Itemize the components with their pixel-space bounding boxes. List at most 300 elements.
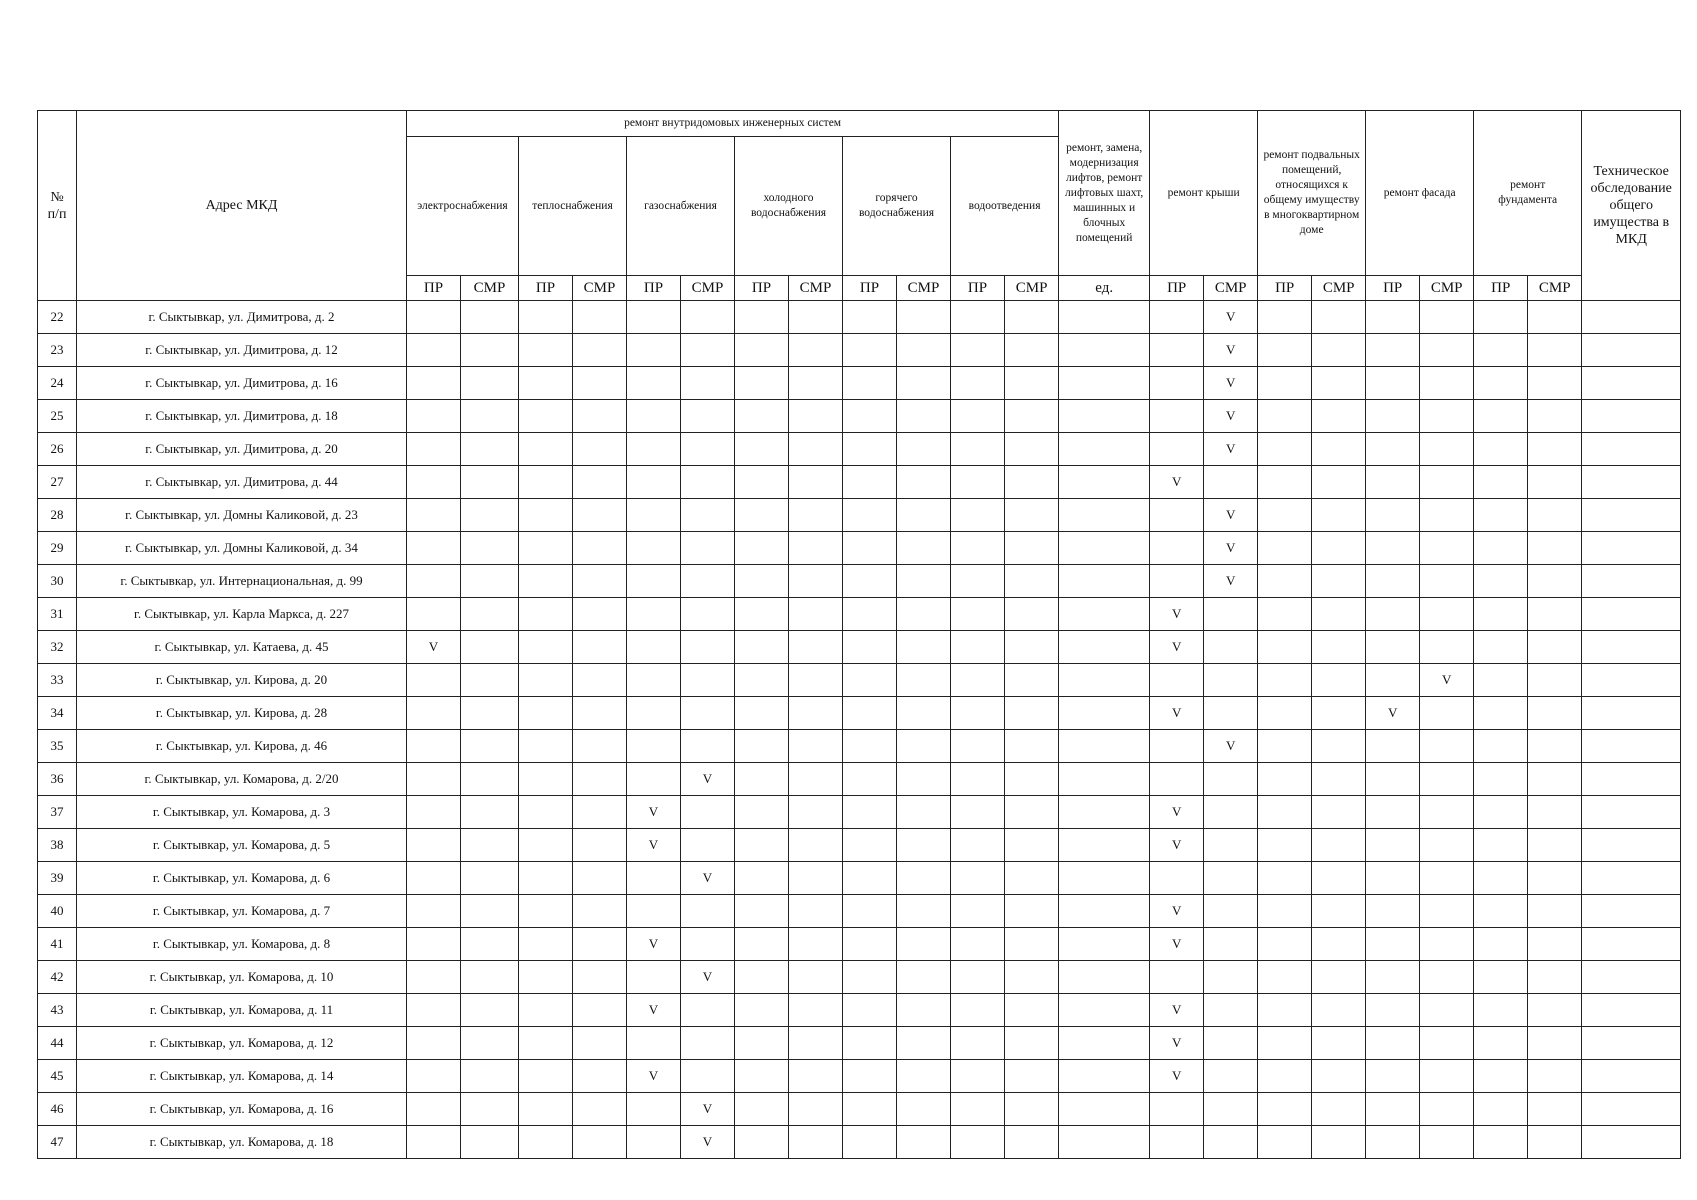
cell-roof-smr: V bbox=[1204, 334, 1258, 367]
cell-lift bbox=[1059, 367, 1150, 400]
cell-found-pr bbox=[1474, 499, 1528, 532]
cell-lift bbox=[1059, 664, 1150, 697]
system-header-heat: теплоснабжения bbox=[519, 137, 627, 276]
cell-facade-pr bbox=[1366, 763, 1420, 796]
cell-roof-smr: V bbox=[1204, 499, 1258, 532]
cell-hot-smr bbox=[897, 400, 951, 433]
cell-heat-pr bbox=[519, 763, 573, 796]
cell-cold-pr bbox=[735, 730, 789, 763]
cell-roof-pr: V bbox=[1150, 895, 1204, 928]
cell-facade-pr bbox=[1366, 1060, 1420, 1093]
cell-drain-pr bbox=[951, 499, 1005, 532]
system-header-cold-water: холодного водоснабжения bbox=[735, 137, 843, 276]
cell-roof-smr bbox=[1204, 466, 1258, 499]
cell-survey bbox=[1582, 532, 1681, 565]
row-number: 35 bbox=[38, 730, 77, 763]
cell-cold-pr bbox=[735, 433, 789, 466]
cell-heat-smr bbox=[573, 466, 627, 499]
cell-heat-pr bbox=[519, 928, 573, 961]
table-row bbox=[38, 862, 1681, 895]
cell-survey bbox=[1582, 1027, 1681, 1060]
cell-found-smr bbox=[1528, 301, 1582, 334]
row-address: г. Сыктывкар, ул. Комарова, д. 8 bbox=[77, 928, 407, 961]
table-row bbox=[38, 1126, 1681, 1159]
cell-facade-pr bbox=[1366, 829, 1420, 862]
basement-header: ремонт подвальных помещений, относящихся к общему имуществу в многоквартирном доме bbox=[1258, 111, 1366, 276]
row-address: г. Сыктывкар, ул. Комарова, д. 7 bbox=[77, 895, 407, 928]
cell-gas-pr bbox=[627, 334, 681, 367]
cell-found-pr bbox=[1474, 400, 1528, 433]
cell-roof-pr bbox=[1150, 334, 1204, 367]
cell-found-pr bbox=[1474, 367, 1528, 400]
cell-found-smr bbox=[1528, 631, 1582, 664]
table-row bbox=[38, 433, 1681, 466]
cell-facade-pr bbox=[1366, 598, 1420, 631]
row-number: 31 bbox=[38, 598, 77, 631]
cell-roof-smr: V bbox=[1204, 565, 1258, 598]
cell-heat-pr bbox=[519, 697, 573, 730]
cell-roof-pr bbox=[1150, 961, 1204, 994]
table-row bbox=[38, 961, 1681, 994]
cell-gas-smr bbox=[681, 697, 735, 730]
cell-survey bbox=[1582, 994, 1681, 1027]
cell-lift bbox=[1059, 994, 1150, 1027]
cell-heat-smr bbox=[573, 301, 627, 334]
row-address: г. Сыктывкар, ул. Кирова, д. 46 bbox=[77, 730, 407, 763]
cell-survey bbox=[1582, 895, 1681, 928]
sub-header-pr: ПР bbox=[1474, 276, 1528, 301]
cell-hot-smr bbox=[897, 763, 951, 796]
cell-found-pr bbox=[1474, 961, 1528, 994]
table-row bbox=[38, 1060, 1681, 1093]
cell-base-pr bbox=[1258, 664, 1312, 697]
cell-found-pr bbox=[1474, 301, 1528, 334]
cell-heat-pr bbox=[519, 631, 573, 664]
cell-heat-smr bbox=[573, 1060, 627, 1093]
cell-heat-smr bbox=[573, 862, 627, 895]
cell-hot-pr bbox=[843, 565, 897, 598]
cell-drain-pr bbox=[951, 532, 1005, 565]
cell-survey bbox=[1582, 1060, 1681, 1093]
cell-hot-pr bbox=[843, 433, 897, 466]
col-number-header: № п/п bbox=[38, 111, 77, 301]
cell-gas-pr bbox=[627, 1126, 681, 1159]
cell-cold-smr bbox=[789, 796, 843, 829]
cell-roof-smr bbox=[1204, 1093, 1258, 1126]
cell-facade-smr bbox=[1420, 565, 1474, 598]
cell-hot-smr bbox=[897, 697, 951, 730]
cell-drain-smr bbox=[1005, 928, 1059, 961]
row-address: г. Сыктывкар, ул. Домны Каликовой, д. 23 bbox=[77, 499, 407, 532]
cell-gas-smr bbox=[681, 1027, 735, 1060]
cell-el-smr bbox=[461, 433, 519, 466]
cell-hot-pr bbox=[843, 862, 897, 895]
cell-found-pr bbox=[1474, 895, 1528, 928]
cell-drain-smr bbox=[1005, 499, 1059, 532]
cell-base-pr bbox=[1258, 928, 1312, 961]
cell-survey bbox=[1582, 598, 1681, 631]
cell-heat-pr bbox=[519, 1126, 573, 1159]
cell-el-pr bbox=[407, 796, 461, 829]
cell-gas-pr bbox=[627, 730, 681, 763]
cell-gas-smr bbox=[681, 598, 735, 631]
cell-cold-smr bbox=[789, 532, 843, 565]
cell-found-pr bbox=[1474, 1126, 1528, 1159]
row-address: г. Сыктывкар, ул. Комарова, д. 16 bbox=[77, 1093, 407, 1126]
cell-facade-smr bbox=[1420, 829, 1474, 862]
cell-cold-pr bbox=[735, 961, 789, 994]
cell-heat-pr bbox=[519, 796, 573, 829]
cell-el-pr bbox=[407, 829, 461, 862]
cell-roof-pr bbox=[1150, 433, 1204, 466]
cell-gas-smr bbox=[681, 433, 735, 466]
cell-el-pr bbox=[407, 895, 461, 928]
cell-survey bbox=[1582, 367, 1681, 400]
cell-base-pr bbox=[1258, 763, 1312, 796]
cell-drain-pr bbox=[951, 367, 1005, 400]
cell-drain-smr bbox=[1005, 532, 1059, 565]
cell-found-smr bbox=[1528, 928, 1582, 961]
cell-roof-pr: V bbox=[1150, 697, 1204, 730]
cell-cold-pr bbox=[735, 532, 789, 565]
cell-el-pr bbox=[407, 862, 461, 895]
cell-hot-smr bbox=[897, 499, 951, 532]
cell-heat-smr bbox=[573, 334, 627, 367]
cell-found-pr bbox=[1474, 664, 1528, 697]
cell-base-smr bbox=[1312, 466, 1366, 499]
cell-drain-smr bbox=[1005, 1093, 1059, 1126]
cell-el-pr bbox=[407, 532, 461, 565]
cell-roof-pr bbox=[1150, 862, 1204, 895]
cell-found-pr bbox=[1474, 466, 1528, 499]
cell-base-smr bbox=[1312, 631, 1366, 664]
cell-base-pr bbox=[1258, 433, 1312, 466]
cell-heat-smr bbox=[573, 1093, 627, 1126]
cell-gas-smr bbox=[681, 631, 735, 664]
cell-hot-pr bbox=[843, 532, 897, 565]
cell-el-pr bbox=[407, 1093, 461, 1126]
cell-hot-pr bbox=[843, 1093, 897, 1126]
sub-header-smr: СМР bbox=[573, 276, 627, 301]
cell-drain-smr bbox=[1005, 334, 1059, 367]
cell-el-smr bbox=[461, 1027, 519, 1060]
table-row bbox=[38, 301, 1681, 334]
cell-cold-smr bbox=[789, 400, 843, 433]
cell-base-smr bbox=[1312, 367, 1366, 400]
cell-gas-pr bbox=[627, 565, 681, 598]
cell-survey bbox=[1582, 664, 1681, 697]
cell-heat-pr bbox=[519, 895, 573, 928]
cell-gas-pr bbox=[627, 499, 681, 532]
cell-el-pr: V bbox=[407, 631, 461, 664]
cell-gas-smr bbox=[681, 1060, 735, 1093]
cell-hot-pr bbox=[843, 631, 897, 664]
cell-gas-pr bbox=[627, 466, 681, 499]
cell-base-pr bbox=[1258, 301, 1312, 334]
cell-gas-pr bbox=[627, 664, 681, 697]
cell-found-smr bbox=[1528, 400, 1582, 433]
cell-heat-smr bbox=[573, 1027, 627, 1060]
cell-el-smr bbox=[461, 367, 519, 400]
cell-hot-smr bbox=[897, 1027, 951, 1060]
cell-base-smr bbox=[1312, 862, 1366, 895]
cell-base-pr bbox=[1258, 730, 1312, 763]
cell-lift bbox=[1059, 631, 1150, 664]
cell-roof-pr bbox=[1150, 1126, 1204, 1159]
cell-drain-smr bbox=[1005, 994, 1059, 1027]
cell-el-smr bbox=[461, 928, 519, 961]
repair-schedule-table bbox=[37, 110, 1681, 1159]
cell-facade-smr bbox=[1420, 1093, 1474, 1126]
cell-el-smr bbox=[461, 301, 519, 334]
cell-roof-smr bbox=[1204, 1060, 1258, 1093]
cell-base-pr bbox=[1258, 334, 1312, 367]
cell-el-smr bbox=[461, 796, 519, 829]
cell-gas-pr bbox=[627, 895, 681, 928]
row-address: г. Сыктывкар, ул. Комарова, д. 6 bbox=[77, 862, 407, 895]
cell-survey bbox=[1582, 1093, 1681, 1126]
foundation-header: ремонт фундамента bbox=[1474, 111, 1582, 276]
cell-gas-smr bbox=[681, 499, 735, 532]
cell-facade-smr bbox=[1420, 367, 1474, 400]
cell-facade-smr bbox=[1420, 499, 1474, 532]
cell-heat-pr bbox=[519, 1060, 573, 1093]
cell-heat-pr bbox=[519, 466, 573, 499]
row-number: 24 bbox=[38, 367, 77, 400]
cell-survey bbox=[1582, 433, 1681, 466]
cell-base-pr bbox=[1258, 1093, 1312, 1126]
cell-drain-pr bbox=[951, 565, 1005, 598]
cell-gas-smr bbox=[681, 829, 735, 862]
cell-base-smr bbox=[1312, 697, 1366, 730]
cell-cold-smr bbox=[789, 763, 843, 796]
cell-roof-pr bbox=[1150, 499, 1204, 532]
cell-cold-pr bbox=[735, 928, 789, 961]
cell-hot-smr bbox=[897, 1093, 951, 1126]
cell-hot-pr bbox=[843, 961, 897, 994]
cell-heat-smr bbox=[573, 829, 627, 862]
row-address: г. Сыктывкар, ул. Интернациональная, д. 99 bbox=[77, 565, 407, 598]
cell-hot-pr bbox=[843, 400, 897, 433]
cell-found-pr bbox=[1474, 994, 1528, 1027]
cell-base-pr bbox=[1258, 961, 1312, 994]
cell-found-smr bbox=[1528, 334, 1582, 367]
row-address: г. Сыктывкар, ул. Димитрова, д. 12 bbox=[77, 334, 407, 367]
cell-hot-pr bbox=[843, 1126, 897, 1159]
sub-header-smr: СМР bbox=[1005, 276, 1059, 301]
sub-header-pr: ПР bbox=[951, 276, 1005, 301]
cell-el-smr bbox=[461, 1060, 519, 1093]
row-address: г. Сыктывкар, ул. Комарова, д. 2/20 bbox=[77, 763, 407, 796]
cell-lift bbox=[1059, 763, 1150, 796]
cell-facade-pr bbox=[1366, 631, 1420, 664]
cell-hot-smr bbox=[897, 796, 951, 829]
cell-drain-pr bbox=[951, 829, 1005, 862]
cell-cold-smr bbox=[789, 994, 843, 1027]
sub-header-smr: СМР bbox=[1528, 276, 1582, 301]
cell-facade-pr bbox=[1366, 1027, 1420, 1060]
cell-found-pr bbox=[1474, 631, 1528, 664]
cell-hot-pr bbox=[843, 763, 897, 796]
cell-cold-pr bbox=[735, 895, 789, 928]
facade-header: ремонт фасада bbox=[1366, 111, 1474, 276]
cell-hot-pr bbox=[843, 730, 897, 763]
cell-cold-smr bbox=[789, 664, 843, 697]
cell-el-pr bbox=[407, 1027, 461, 1060]
cell-cold-pr bbox=[735, 994, 789, 1027]
cell-facade-smr bbox=[1420, 697, 1474, 730]
row-number: 42 bbox=[38, 961, 77, 994]
cell-survey bbox=[1582, 961, 1681, 994]
cell-roof-smr: V bbox=[1204, 532, 1258, 565]
cell-heat-pr bbox=[519, 829, 573, 862]
row-number: 46 bbox=[38, 1093, 77, 1126]
cell-hot-pr bbox=[843, 697, 897, 730]
cell-drain-smr bbox=[1005, 565, 1059, 598]
cell-base-pr bbox=[1258, 796, 1312, 829]
cell-roof-smr bbox=[1204, 796, 1258, 829]
cell-found-smr bbox=[1528, 499, 1582, 532]
sub-header-smr: СМР bbox=[681, 276, 735, 301]
cell-cold-smr bbox=[789, 433, 843, 466]
row-number: 22 bbox=[38, 301, 77, 334]
cell-base-smr bbox=[1312, 1060, 1366, 1093]
cell-base-smr bbox=[1312, 994, 1366, 1027]
cell-survey bbox=[1582, 301, 1681, 334]
cell-drain-smr bbox=[1005, 862, 1059, 895]
cell-el-pr bbox=[407, 961, 461, 994]
cell-roof-pr: V bbox=[1150, 598, 1204, 631]
cell-found-smr bbox=[1528, 697, 1582, 730]
cell-cold-smr bbox=[789, 697, 843, 730]
cell-hot-smr bbox=[897, 565, 951, 598]
cell-base-pr bbox=[1258, 598, 1312, 631]
cell-hot-pr bbox=[843, 994, 897, 1027]
cell-found-smr bbox=[1528, 532, 1582, 565]
row-number: 39 bbox=[38, 862, 77, 895]
cell-gas-pr bbox=[627, 301, 681, 334]
cell-found-smr bbox=[1528, 796, 1582, 829]
cell-base-pr bbox=[1258, 466, 1312, 499]
cell-el-pr bbox=[407, 928, 461, 961]
sub-header-pr: ПР bbox=[735, 276, 789, 301]
cell-base-smr bbox=[1312, 565, 1366, 598]
cell-el-pr bbox=[407, 763, 461, 796]
cell-drain-smr bbox=[1005, 433, 1059, 466]
cell-facade-pr bbox=[1366, 532, 1420, 565]
row-number: 34 bbox=[38, 697, 77, 730]
cell-found-pr bbox=[1474, 565, 1528, 598]
table-row bbox=[38, 499, 1681, 532]
cell-hot-smr bbox=[897, 829, 951, 862]
cell-cold-pr bbox=[735, 565, 789, 598]
survey-header: Техническое обследование общего имущества в МКД bbox=[1582, 111, 1681, 301]
sub-header-pr: ПР bbox=[1150, 276, 1204, 301]
cell-drain-pr bbox=[951, 763, 1005, 796]
cell-base-smr bbox=[1312, 532, 1366, 565]
cell-base-smr bbox=[1312, 895, 1366, 928]
cell-drain-smr bbox=[1005, 598, 1059, 631]
cell-base-smr bbox=[1312, 598, 1366, 631]
cell-hot-smr bbox=[897, 994, 951, 1027]
sub-header-pr: ПР bbox=[519, 276, 573, 301]
col-address-header: Адрес МКД bbox=[77, 111, 407, 301]
cell-found-smr bbox=[1528, 1060, 1582, 1093]
cell-lift bbox=[1059, 1126, 1150, 1159]
row-number: 44 bbox=[38, 1027, 77, 1060]
cell-lift bbox=[1059, 400, 1150, 433]
table-row bbox=[38, 763, 1681, 796]
cell-roof-pr: V bbox=[1150, 928, 1204, 961]
cell-drain-pr bbox=[951, 631, 1005, 664]
cell-survey bbox=[1582, 334, 1681, 367]
cell-lift bbox=[1059, 499, 1150, 532]
cell-cold-smr bbox=[789, 565, 843, 598]
cell-cold-smr bbox=[789, 1093, 843, 1126]
cell-gas-smr bbox=[681, 730, 735, 763]
cell-found-pr bbox=[1474, 1093, 1528, 1126]
sub-header-pr: ПР bbox=[1258, 276, 1312, 301]
row-address: г. Сыктывкар, ул. Комарова, д. 3 bbox=[77, 796, 407, 829]
cell-base-smr bbox=[1312, 1027, 1366, 1060]
cell-base-smr bbox=[1312, 928, 1366, 961]
sub-header-pr: ПР bbox=[627, 276, 681, 301]
cell-hot-pr bbox=[843, 664, 897, 697]
cell-facade-smr bbox=[1420, 301, 1474, 334]
cell-base-smr bbox=[1312, 499, 1366, 532]
cell-hot-pr bbox=[843, 1060, 897, 1093]
cell-roof-pr bbox=[1150, 367, 1204, 400]
cell-base-smr bbox=[1312, 664, 1366, 697]
cell-roof-smr bbox=[1204, 961, 1258, 994]
row-address: г. Сыктывкар, ул. Карла Маркса, д. 227 bbox=[77, 598, 407, 631]
cell-heat-pr bbox=[519, 499, 573, 532]
sub-header-smr: СМР bbox=[461, 276, 519, 301]
cell-facade-smr bbox=[1420, 433, 1474, 466]
cell-facade-smr bbox=[1420, 466, 1474, 499]
system-header-electric: электроснабжения bbox=[407, 137, 519, 276]
row-address: г. Сыктывкар, ул. Катаева, д. 45 bbox=[77, 631, 407, 664]
cell-base-pr bbox=[1258, 565, 1312, 598]
cell-base-pr bbox=[1258, 499, 1312, 532]
cell-base-smr bbox=[1312, 730, 1366, 763]
cell-el-smr bbox=[461, 697, 519, 730]
system-header-drainage: водоотведения bbox=[951, 137, 1059, 276]
cell-facade-smr bbox=[1420, 994, 1474, 1027]
row-number: 29 bbox=[38, 532, 77, 565]
cell-hot-smr bbox=[897, 301, 951, 334]
cell-lift bbox=[1059, 301, 1150, 334]
cell-el-smr bbox=[461, 994, 519, 1027]
cell-el-smr bbox=[461, 862, 519, 895]
cell-facade-smr bbox=[1420, 895, 1474, 928]
cell-el-pr bbox=[407, 334, 461, 367]
table-row bbox=[38, 334, 1681, 367]
cell-hot-pr bbox=[843, 895, 897, 928]
table-row bbox=[38, 928, 1681, 961]
cell-gas-pr bbox=[627, 631, 681, 664]
cell-gas-pr: V bbox=[627, 928, 681, 961]
cell-survey bbox=[1582, 862, 1681, 895]
cell-roof-pr bbox=[1150, 301, 1204, 334]
cell-base-pr bbox=[1258, 400, 1312, 433]
cell-heat-smr bbox=[573, 400, 627, 433]
cell-cold-smr bbox=[789, 862, 843, 895]
cell-el-pr bbox=[407, 1126, 461, 1159]
cell-heat-smr bbox=[573, 664, 627, 697]
cell-drain-smr bbox=[1005, 763, 1059, 796]
cell-cold-pr bbox=[735, 664, 789, 697]
